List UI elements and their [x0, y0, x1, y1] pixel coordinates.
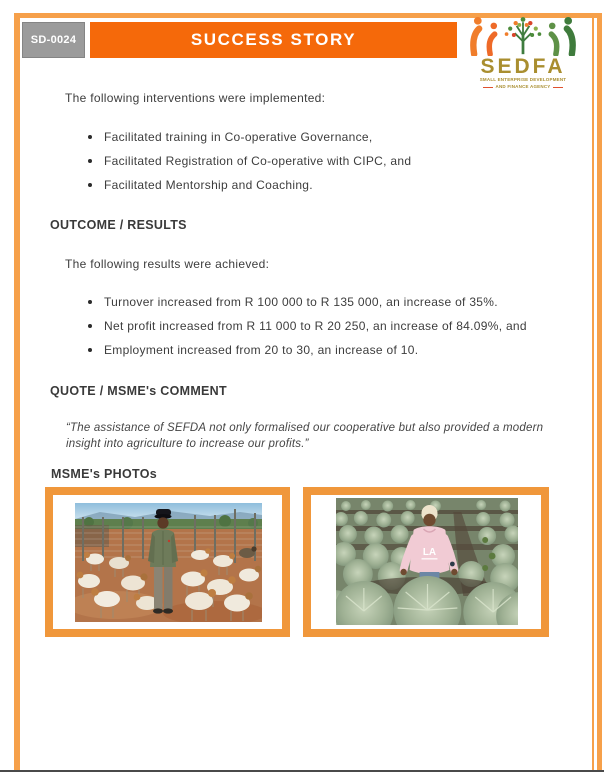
bullet-dot [88, 159, 92, 163]
doc-code-text: SD-0024 [30, 34, 77, 46]
msme-photo-2 [336, 498, 518, 625]
tagline-dash-left [483, 87, 493, 88]
page-border-left [14, 13, 20, 772]
msme-photo-1 [75, 503, 262, 622]
photos-heading: MSME's PHOTOs [51, 467, 157, 481]
bullet-dot [88, 135, 92, 139]
sedfa-tagline [462, 77, 584, 91]
sedfa-logo-wordmark: SEDFA [480, 55, 566, 78]
doc-code-badge [22, 22, 85, 58]
bullet-text: Facilitated Registration of Co-operative with CIPC, and [104, 154, 412, 168]
bullet-text: Facilitated training in Co-operative Governance, [104, 130, 373, 144]
bullet-item [88, 130, 373, 144]
goat-herd-photo-illustration [75, 503, 262, 622]
page-title: SUCCESS STORY [190, 30, 357, 49]
quote-text: “The assistance of SEFDA not only formalised our cooperative but also provided a modern insight into agriculture to increase our profits.” [66, 422, 544, 450]
bullet-item [88, 154, 411, 168]
bullet-item [88, 295, 498, 309]
quote-heading: QUOTE / MSME's COMMENT [50, 384, 227, 398]
sedfa-tagline-line1: SMALL ENTERPRISE DEVELOPMENT [479, 77, 567, 82]
sedfa-tagline-line2-row [462, 84, 584, 91]
bullet-text: Employment increased from 20 to 30, an increase of 10. [104, 343, 419, 357]
hoodie-text: LA [422, 546, 437, 559]
bullet-text: Facilitated Mentorship and Coaching. [104, 178, 313, 192]
sedfa-tagline-line2: AND FINANCE AGENCY [495, 83, 551, 89]
sedfa-logo [462, 14, 584, 92]
outcome-intro: The following results were achieved: [65, 257, 270, 271]
sedfa-logo-icon [469, 14, 577, 56]
bullet-dot [88, 348, 92, 352]
cabbage-field-photo-illustration [336, 498, 518, 625]
page-border-right-outer [597, 13, 602, 772]
bullet-dot [88, 183, 92, 187]
bullet-dot [88, 324, 92, 328]
bullet-item [88, 319, 527, 333]
interventions-intro: The following interventions were implemented: [65, 91, 326, 105]
bullet-dot [88, 300, 92, 304]
title-banner [90, 22, 457, 58]
bullet-text: Net profit increased from R 11 000 to R 20 250, an increase of 84.09%, and [104, 319, 527, 333]
bullet-item [88, 343, 418, 357]
bullet-text: Turnover increased from R 100 000 to R 135 000, an increase of 35%. [104, 295, 498, 309]
page-border-right-inner [592, 13, 594, 772]
outcome-heading: OUTCOME / RESULTS [50, 218, 187, 232]
bullet-item [88, 178, 313, 192]
tagline-dash-right [553, 87, 563, 88]
